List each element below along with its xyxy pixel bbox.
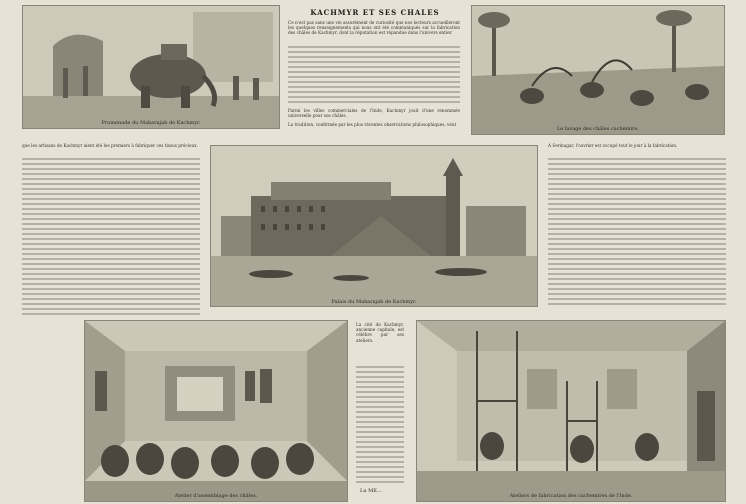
middle-column-lines [356,366,404,486]
caption-top-left: Promenade du Maharajah de Kachmyr. [101,120,201,126]
middle-column-text: La cité de Kachmyr, ancienne capitale, est célèbre par ses ateliers. [356,322,404,343]
intro-text-2: Parmi les villes commerciales de l'Inde, Kachmyr jouit d'une renommée universelle pour ses châles. [288,108,460,119]
engraving-palace-river [210,145,538,307]
signature: Lu ME... [360,488,382,494]
engraving-assembly-workshop [84,320,348,502]
intro-text: Ce n'est pas sans une vie assurément de curiosité que nos lecteurs accueilleront les quelques renseignements qui nous ont été communiqués sur la fabrication des châles de Kachmyr, dont la réputation est répandue dans l'univers entier. [288,20,460,36]
intro-text-lines [288,46,460,106]
left-column-text: que les artisans de Kachmyr aient été les premiers à fabriquer ces tissus précieux. [22,143,198,148]
caption-top-right: Le lavage des châles cachemire. [556,126,640,132]
engraving-loom-workshop [416,320,726,502]
right-column-lines [548,158,726,308]
right-column-text: A Serinagar, l'ouvrier est occupé tout le jour à la fabrication. [548,143,678,148]
engraving-washing-shawls [471,5,725,135]
engraving-elephant-procession [22,5,280,129]
caption-center: Palais du Maharajah de Kachmyr. [331,299,417,305]
closing-line: La tradition, confirmée par les plus récentes observations philosophiques, veut [288,122,457,127]
left-column-lines [22,158,200,318]
caption-bottom-left: Atelier d'assemblage des châles. [174,493,258,499]
page-title: KACHMYR ET SES CHALES [310,8,440,17]
caption-bottom-right: Ateliers de fabrication des cachemires de l'Inde. [509,493,633,499]
